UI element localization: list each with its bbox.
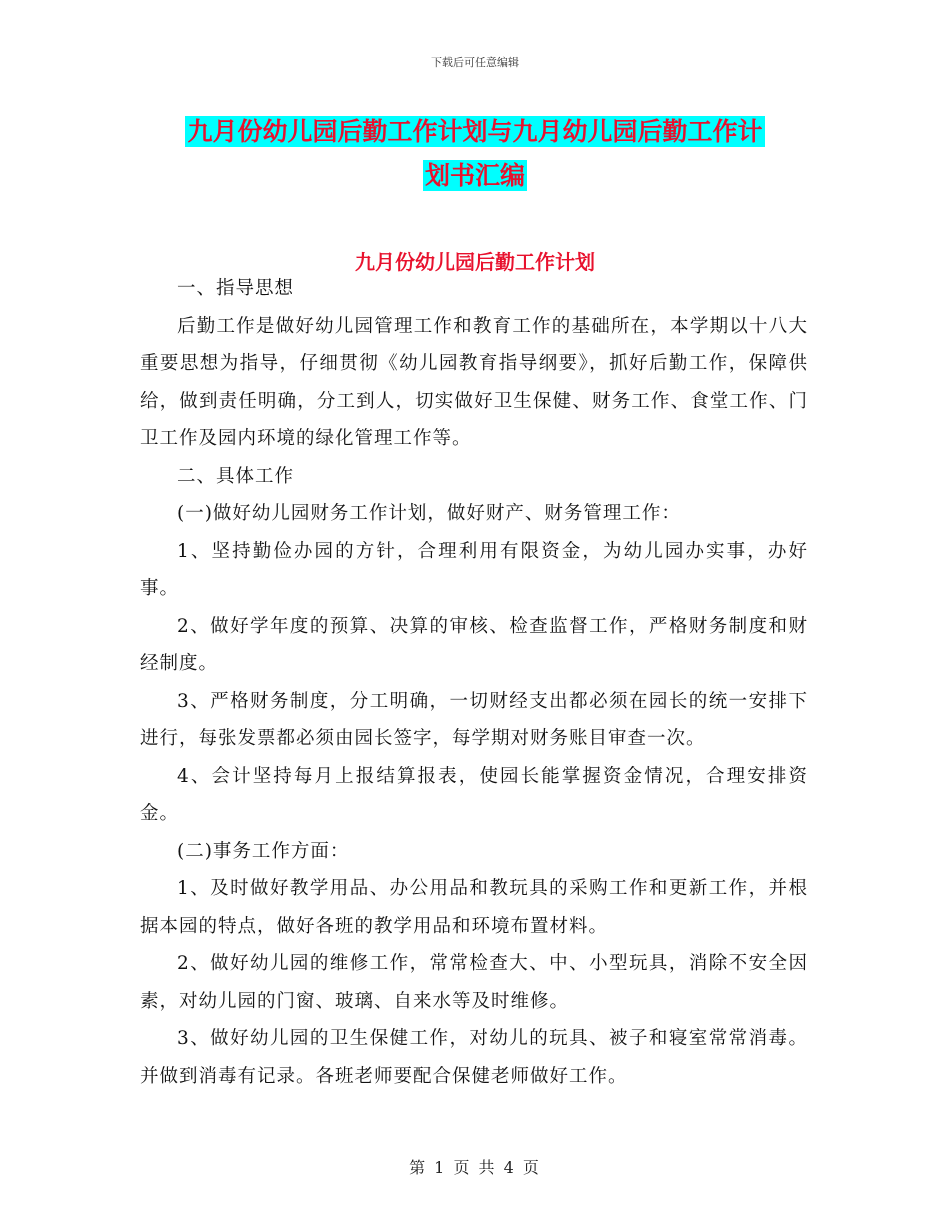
- header-note: 下载后可任意编辑: [431, 56, 519, 69]
- document-title-line2: 划书汇编: [424, 161, 525, 190]
- body-text: [140, 270, 808, 1095]
- document-title: [0, 110, 950, 198]
- finance-item-2: 2、做好学年度的预算、决算的审核、检查监督工作，严格财务制度和财经制度。: [140, 615, 808, 674]
- finance-item-4: 4、会计坚持每月上报结算报表，使园长能掌握资金情况，合理安排资金。: [140, 765, 808, 824]
- finance-item-3: 3、严格财务制度，分工明确，一切财经支出都必须在园长的统一安排下进行，每张发票都必须由园长签字，每学期对财务账目审查一次。: [140, 690, 808, 749]
- section-title: 九月份幼儿园后勤工作计划: [355, 250, 595, 274]
- page-number: 第 1 页 共 4 页: [409, 1158, 541, 1177]
- heading-guiding-thought: 一、指导思想: [177, 278, 295, 299]
- affairs-item-1: 1、及时做好教学用品、办公用品和教玩具的采购工作和更新工作，并根据本园的特点，做好各班的教学用品和环境布置材料。: [140, 878, 808, 937]
- subheading-finance: (一)做好幼儿园财务工作计划，做好财产、财务管理工作：: [177, 503, 681, 524]
- heading-specific-work: 二、具体工作: [177, 465, 295, 487]
- paragraph-guiding-thought: 后勤工作是做好幼儿园管理工作和教育工作的基础所在，本学期以十八大重要思想为指导，仔细贯彻《幼儿园教育指导纲要》，抓好后勤工作，保障供给，做到责任明确，分工到人，切实做好卫生保健、财务工作、食堂工作、门卫工作及园内环境的绿化管理工作等。: [140, 315, 808, 449]
- document-title-line1: 九月份幼儿园后勤工作计划与九月幼儿园后勤工作计: [187, 117, 763, 146]
- finance-item-1: 1、坚持勤俭办园的方针，合理利用有限资金，为幼儿园办实事，办好事。: [140, 540, 808, 599]
- affairs-item-3: 3、做好幼儿园的卫生保健工作，对幼儿的玩具、被子和寝室常常消毒。并做到消毒有记录。各班老师要配合保健老师做好工作。: [140, 1028, 808, 1087]
- affairs-item-2: 2、做好幼儿园的维修工作，常常检查大、中、小型玩具，消除不安全因素，对幼儿园的门窗、玻璃、自来水等及时维修。: [140, 953, 808, 1012]
- subheading-affairs: (二)事务工作方面：: [177, 840, 350, 862]
